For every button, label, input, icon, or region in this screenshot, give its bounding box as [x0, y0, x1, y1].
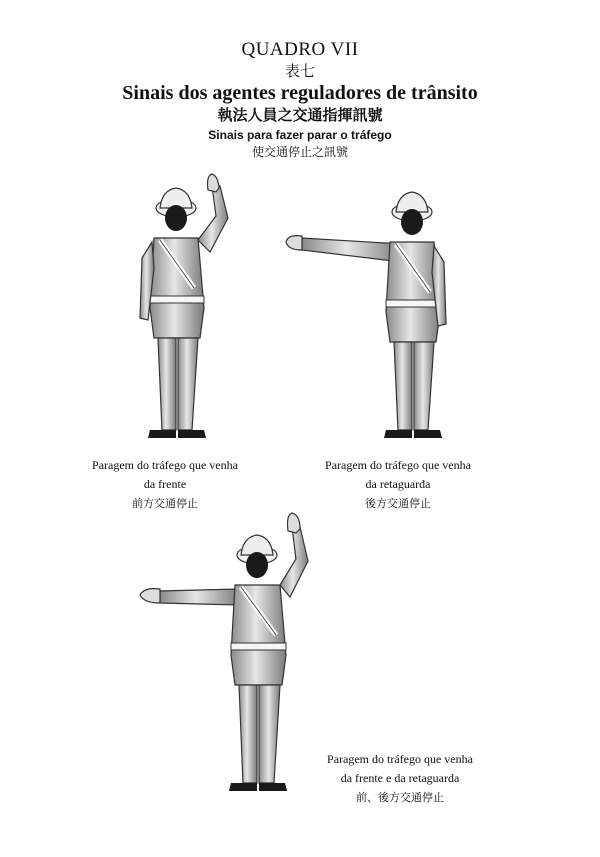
page-title: Sinais dos agentes reguladores de trânsito — [122, 82, 478, 104]
signal-caption-rear — [298, 456, 498, 513]
caption-chinese: 後方交通停止 — [365, 497, 431, 510]
caption-line: Paragem do tráfego que venha — [325, 458, 471, 472]
officer-arm-raised-illustration — [120, 168, 240, 448]
caption-line: da frente — [143, 477, 187, 491]
table-number-chinese: 表七 — [284, 62, 315, 80]
page-title-chinese: 執法人員之交通指揮訊號 — [217, 106, 383, 124]
caption-chinese: 前方交通停止 — [132, 497, 198, 510]
signal-caption-front — [55, 456, 275, 513]
signal-caption-front-and-rear — [300, 750, 500, 807]
section-subtitle-chinese: 使交通停止之訊號 — [251, 145, 348, 159]
caption-chinese: 前、後方交通停止 — [356, 791, 444, 804]
caption-line: da frente e da retaguarda — [340, 771, 460, 785]
section-subtitle: Sinais para fazer parar o tráfego — [208, 128, 392, 142]
caption-line: Paragem do tráfego que venha — [92, 458, 238, 472]
officer-arm-extended-illustration — [282, 182, 452, 447]
caption-line: Paragem do tráfego que venha — [327, 752, 473, 766]
page-header — [0, 38, 600, 161]
table-number: QUADRO VII — [241, 39, 359, 60]
caption-line: da retaguarda — [365, 477, 431, 491]
